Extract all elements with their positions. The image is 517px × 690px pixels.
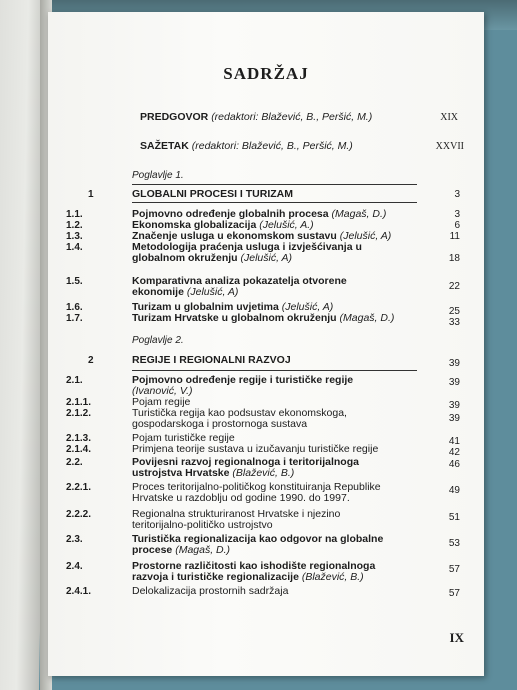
page-title: SADRŽAJ (223, 64, 309, 83)
divider (132, 202, 417, 203)
page-number: IX (449, 630, 464, 645)
divider (132, 370, 417, 371)
book-page: SADRŽAJ PREDGOVOR (redaktori: Blažević, B., Peršić, M.) XIX SAŽETAK (redaktori: Blažević, B., Peršić, M.) XXVII Poglavlje 1. 1 GLOBALNI PROCESI I TURIZAM 3 1.1. Pojmovno određenje globalnih procesa (Magaš, D.) 3 1.2. Ekonomska globalizacija (Jelušić, A.) 6 1.3. Značenje usluga u ekonomskom sustavu (Jelušić, A) 11 1.4. Metodologija praćenja usluga i izvješćivanja u globalnom okruženju (Jelušić, A) 18 1.5. Komparativna analiza pokazatelja otvorene ekonomije (Jelušić, A) 22 1.6. Turizam u globalnim uvjetima (Jelušić, A) 25 1.7. Turizam Hrvatske u globalnom okruženju (Magaš, D.) 33 Poglavlje 2. 2 REGIJE I REGIONALNI RAZVOJ 39 2.1. Pojmovno određenje regije i turističke regije (Ivanović, V.) 39 2.1.1. Pojam regije 39 2.1.2. Turistička regija kao podsustav ekonomskoga, gospodarskoga i prostornoga sustava 39 2.1.3. Pojam turističke regije 41 2.1.4. Primjena teorije sustava u izučavanju turističke regije 42 2.2. Povijesni razvoj regionalnoga i teritorijalnoga ustrojstva Hrvatske (Blažević, B.) 46 2.2.1. Proces teritorijalno-političkog konstituiranja Republike Hrvatske u razdoblju od godine 1990. do 1997. 49 2.2.2. Regionalna strukturiranost Hrvatske i njezino teritorijalno-političko ustrojstvo 51 2.3. Turistička regionalizacija kao odgovor na globalne procese (Magaš, D.) 53 2.4. Prostorne različitosti kao ishodište regionalnoga razvoja i turističke regionalizacije (Blažević, B.) 57 2.4.1. Delokalizacija prostornih sadržaja 57 IX (48, 12, 484, 676)
divider (132, 184, 417, 185)
